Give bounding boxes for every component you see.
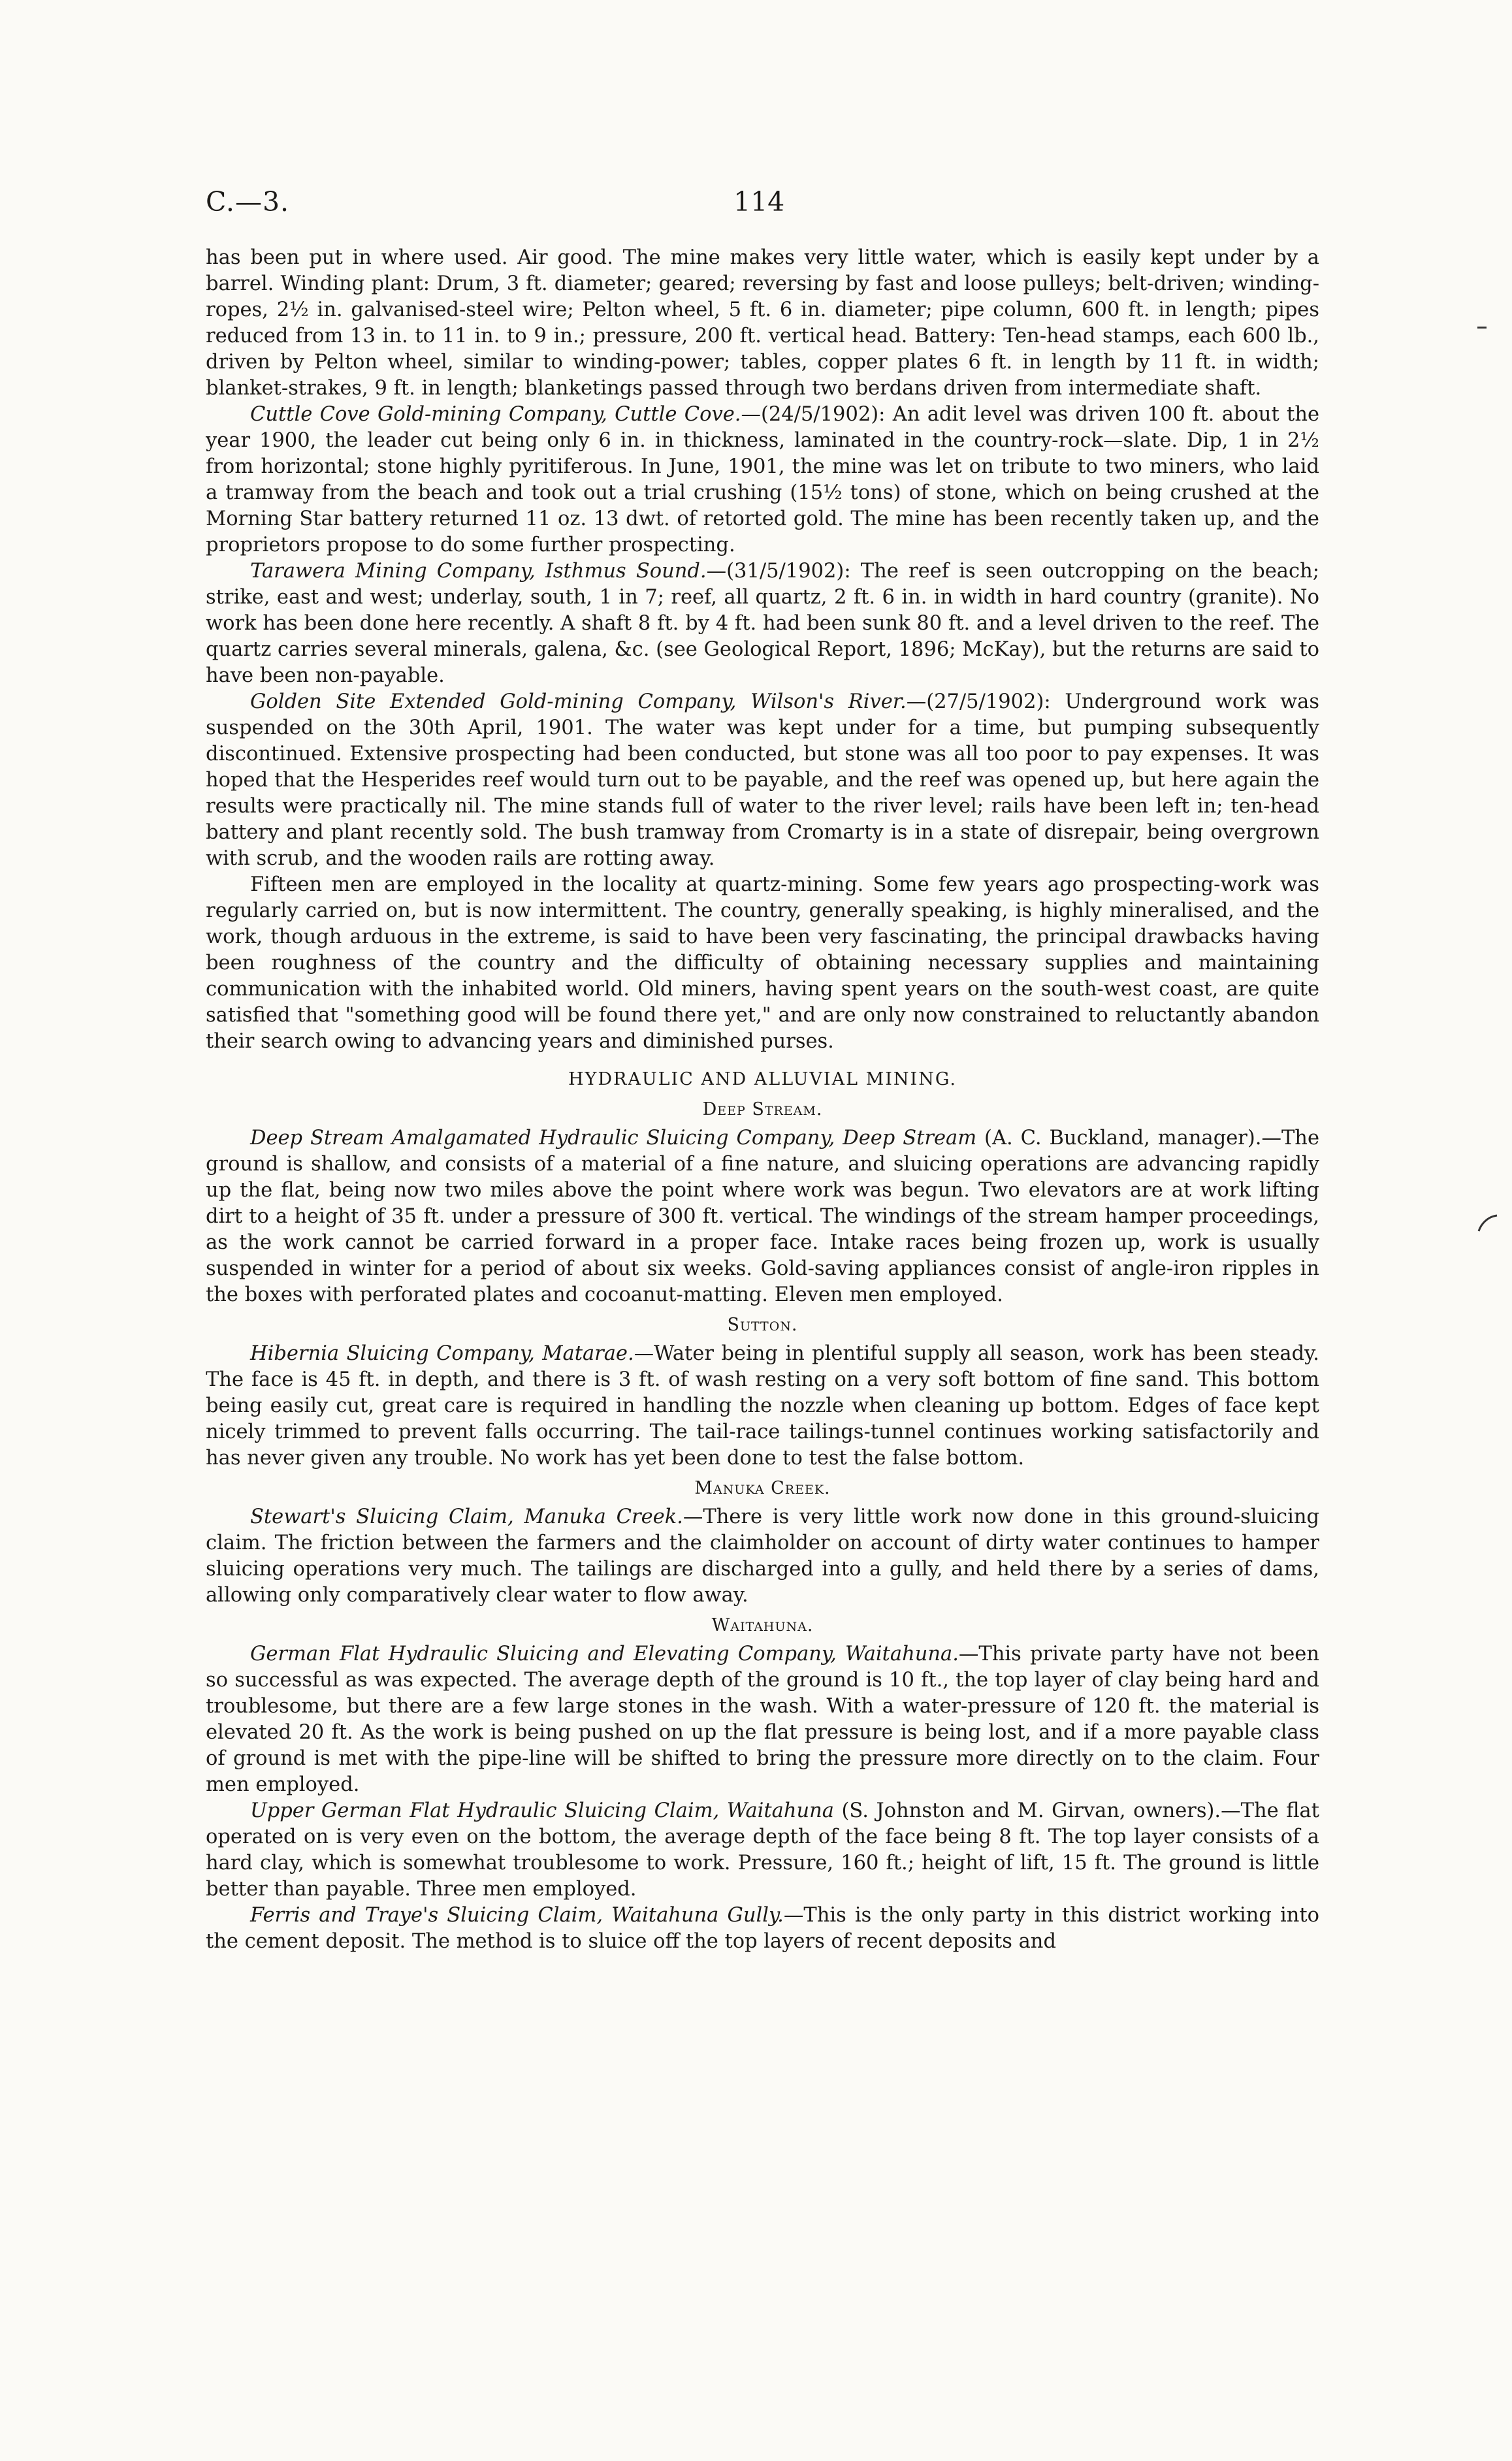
company-title: Upper German Flat Hydraulic Sluicing Claim, Waitahuna — [250, 1799, 834, 1822]
subsection-heading: Deep Stream. — [702, 1099, 823, 1119]
page-number: 114 — [733, 186, 785, 217]
paragraph-body: —(31/5/1902): The reef is seen outcropping on the beach; strike, east and west; underlay, south, 1 in 7; reef, all quartz, 2 ft. 6 in. in width in hard country (granite). No work has been done here recently. A shaft 8 ft. by 4 ft. had been sunk 80 ft. and a level driven to the reef. The quartz carries several minerals, galena, &c. (see Geological Report, 1896; McKay), but the returns are said to have been non-payable. — [206, 560, 1319, 687]
paragraph — [206, 1903, 1319, 1955]
paragraph-body: —There is very little work now done in this ground-sluicing claim. The friction between the farmers and the claimholder on account of dirty water continues to hamper sluicing operations very much. The tailings are discharged into a gully, and held there by a series of dams, allowing only comparatively clear water to flow away. — [206, 1505, 1319, 1607]
company-title: Hibernia Sluicing Company, Matarae. — [250, 1342, 634, 1365]
company-title: Golden Site Extended Gold-mining Company, Wilson's River. — [250, 690, 907, 713]
paragraph — [206, 1125, 1319, 1308]
paragraph: has been put in where used. Air good. The mine makes very little water, which is easily kept under by a barrel. Winding plant: Drum, 3 ft. diameter; geared; reversing by fast and loose pulleys; belt-driven; winding-ropes, 2½ in. galvanised-steel wire; Pelton wheel, 5 ft. 6 in. diameter; pipe column, 600 ft. in length; pipes reduced from 13 in. to 11 in. to 9 in.; pressure, 200 ft. vertical head. Battery: Ten-head stamps, each 600 lb., driven by Pelton wheel, similar to winding-power; tables, copper plates 6 ft. in length by 11 ft. in width; blanket-strakes, 9 ft. in length; blanketings passed through two berdans driven from intermediate shaft. — [206, 246, 1319, 400]
company-title: Ferris and Traye's Sluicing Claim, Waitahuna Gully. — [250, 1904, 784, 1927]
company-title: German Flat Hydraulic Sluicing and Elevating Company, Waitahuna. — [250, 1643, 959, 1665]
subsection-heading: Manuka Creek. — [694, 1478, 831, 1498]
subsection-heading: Waitahuna. — [711, 1615, 814, 1635]
subsection-heading: Sutton. — [727, 1315, 798, 1335]
paragraph — [206, 689, 1319, 872]
paragraph-body: —(27/5/1902): Underground work was suspended on the 30th April, 1901. The water was kept under for a time, but pumping subsequently discontinued. Extensive prospecting had been conducted, but stone was all too poor to pay expenses. It was hoped that the Hesperides reef would turn out to be payable, and the reef was opened up, but here again the results were practically nil. The mine stands full of water to the river level; rails have been left in; ten-head battery and plant recently sold. The bush tramway from Cromarty is in a state of disrepair, being overgrown with scrub, and the wooden rails are rotting away. — [206, 690, 1319, 870]
paragraph-body: (S. Johnston and M. Girvan, owners).—The flat operated on is very even on the bottom, the average depth of the face being 8 ft. The top layer consists of a hard clay, which is somewhat troublesome to work. Pressure, 160 ft.; height of lift, 15 ft. The ground is little better than payable. Three men employed. — [206, 1799, 1319, 1901]
document-code: C.—3. — [206, 186, 290, 217]
company-title: Cuttle Cove Gold-mining Company, Cuttle Cove. — [250, 403, 741, 426]
margin-mark — [1477, 327, 1487, 329]
paragraph-body: —Water being in plentiful supply all season, work has been steady. The face is 45 ft. in depth, and there is 3 ft. of wash resting on a very soft bottom of fine sand. This bottom being easily cut, great care is required in handling the nozzle when cleaning up bottom. Edges of face kept nicely trimmed to prevent falls occurring. The tail-race tailings-tunnel continues working satisfactorily and has never given any trouble. No work has yet been done to test the false bottom. — [206, 1342, 1319, 1470]
paragraph — [206, 402, 1319, 558]
document-page — [206, 186, 1319, 1955]
paragraph — [206, 1798, 1319, 1903]
company-title: Stewart's Sluicing Claim, Manuka Creek. — [250, 1505, 683, 1528]
paragraph-body: (A. C. Buckland, manager).—The ground is shallow, and consists of a material of a fine nature, and sluicing operations are advancing rapidly up the flat, being now two miles above the point where work was begun. Two elevators are at work lifting dirt to a height of 35 ft. under a pressure of 300 ft. vertical. The windings of the stream hamper proceedings, as the work cannot be carried forward in a proper face. Intake races being frozen up, work is usually suspended in winter for a period of about six weeks. Gold-saving appliances consist of angle-iron ripples in the boxes with perforated plates and cocoanut-matting. Eleven men employed. — [206, 1127, 1319, 1306]
page-header — [206, 186, 1319, 245]
paragraph-body: —(24/5/1902): An adit level was driven 100 ft. about the year 1900, the leader cut being only 6 in. in thickness, laminated in the country-rock—slate. Dip, 1 in 2½ from horizontal; stone highly pyritiferous. In June, 1901, the mine was let on tribute to two miners, who laid a tramway from the beach and took out a trial crushing (15½ tons) of stone, which on being crushed at the Morning Star battery returned 11 oz. 13 dwt. of retorted gold. The mine has been recently taken up, and the proprietors propose to do some further prospecting. — [206, 403, 1320, 556]
paragraph — [206, 1341, 1319, 1472]
company-title: Tarawera Mining Company, Isthmus Sound. — [250, 560, 707, 583]
paragraph: Fifteen men are employed in the locality at quartz-mining. Some few years ago prospecting-work was regularly carried on, but is now intermittent. The country, generally speaking, is highly mineralised, and the work, though arduous in the extreme, is said to have been very fascinating, the principal drawbacks having been roughness of the country and the difficulty of obtaining necessary supplies and maintaining communication with the inhabited world. Old miners, having spent years on the south-west coast, are quite satisfied that "something good will be found there yet," and are only now constrained to reluctantly abandon their search owing to advancing years and diminished purses. — [206, 873, 1319, 1053]
paragraph-body: —This is the only party in this district working into the cement deposit. The method is to sluice off the top layers of recent deposits and — [206, 1904, 1319, 1953]
paragraph — [206, 558, 1319, 689]
paragraph — [206, 1641, 1319, 1798]
margin-mark-icon — [1475, 1212, 1501, 1238]
paragraph — [206, 1504, 1319, 1609]
company-title: Deep Stream Amalgamated Hydraulic Sluicing Company, Deep Stream — [250, 1127, 977, 1150]
paragraph-body: —This private party have not been so successful as was expected. The average depth of the ground is 10 ft., the top layer of clay being hard and troublesome, but there are a few large stones in the wash. With a water-pressure of 120 ft. the material is elevated 20 ft. As the work is being pushed on up the flat pressure is being lost, and if a more payable class of ground is met with the pipe-line will be shifted to bring the pressure more directly on to the claim. Four men employed. — [206, 1643, 1319, 1796]
section-heading: HYDRAULIC AND ALLUVIAL MINING. — [568, 1069, 957, 1089]
